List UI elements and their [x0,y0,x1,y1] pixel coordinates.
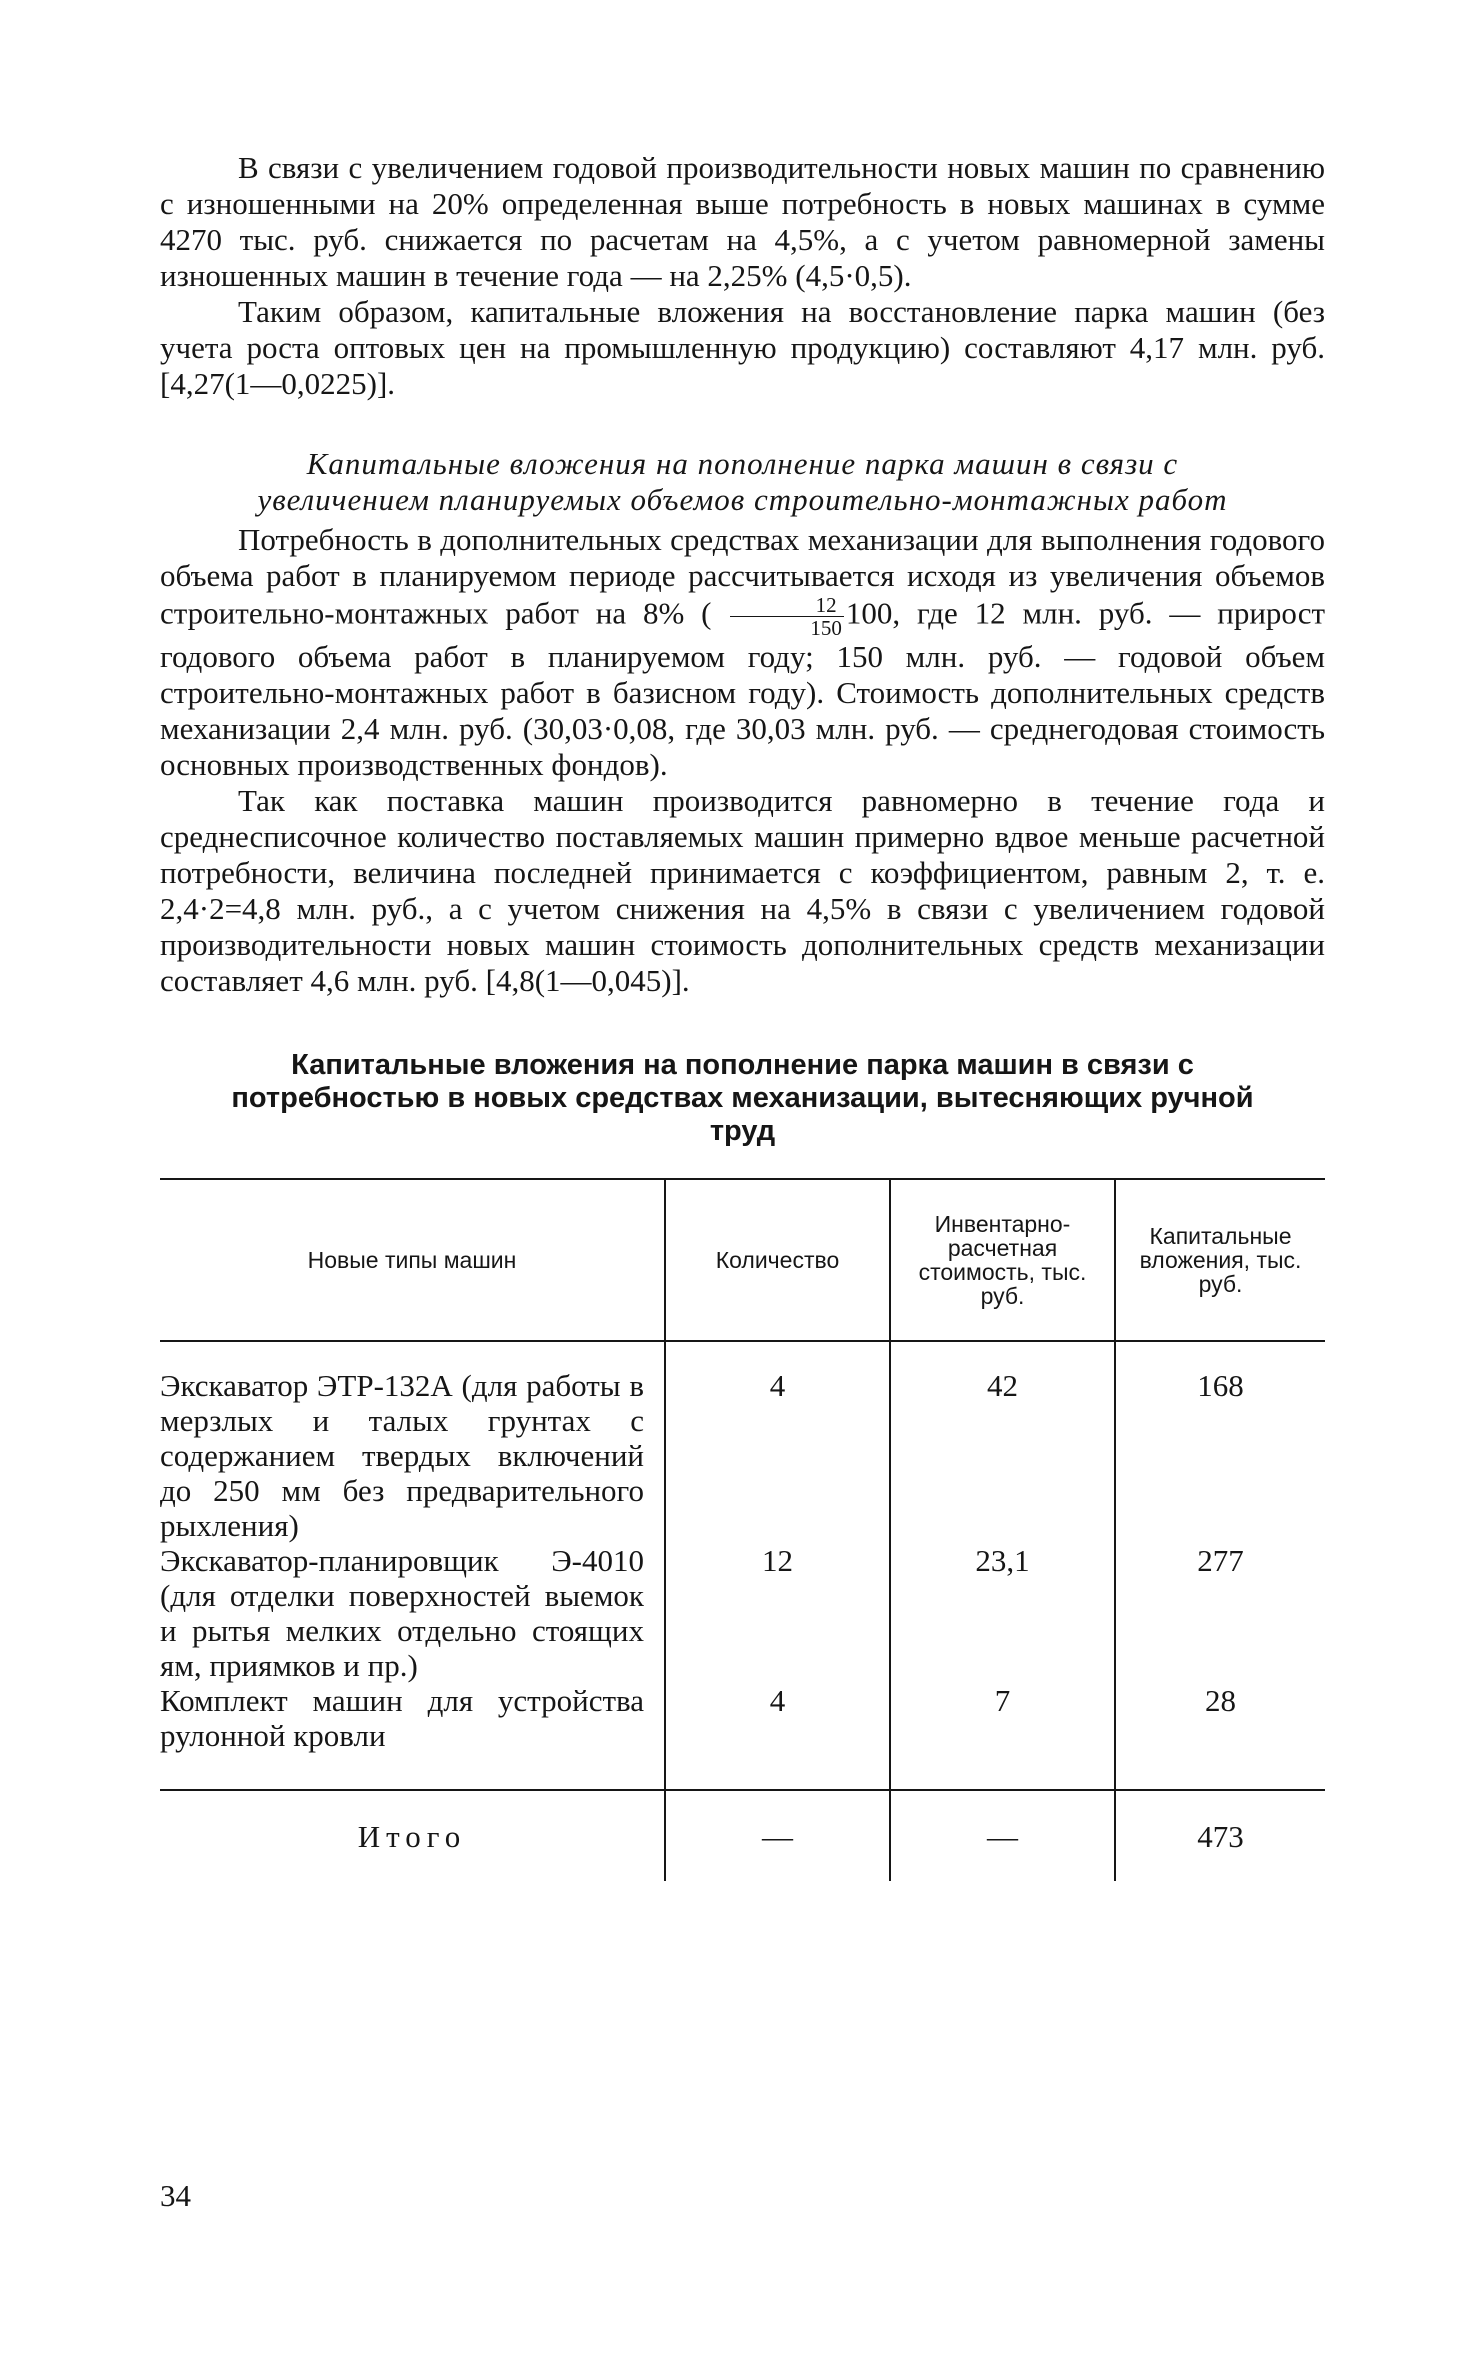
paragraph-4: Так как поставка машин производится равномерно в течение года и среднесписочное количество поставляемых машин примерно вдвое меньше расчетной потребности, величина последней принимается с коэффициентом, равным 2, т. е. 2,4·2=4,8 млн. руб., а с учетом снижения на 4,5% в связи с увеличением годовой производительности новых машин стоимость дополнительных средств механизации составляет 4,6 млн. руб. [4,8(1—0,045)]. [160,783,1325,998]
row-investment: 28 [1115,1683,1325,1753]
row-quantity: 4 [665,1341,890,1543]
table-row [160,1341,1325,1543]
row-quantity: 4 [665,1683,890,1753]
machines-table [160,1178,1325,1881]
paragraph-1: В связи с увеличением годовой производительности новых машин по сравнению с изношенными на 20% определенная выше потребность в новых машинах в сумме 4270 тыс. руб. снижается по расчетам на 4,5%, а с учетом равномерной замены изношенных машин в течение года — на 2,25% (4,5·0,5). [160,150,1325,293]
row-investment: 168 [1115,1341,1325,1543]
fraction-numerator: 12 [730,594,844,617]
table-row [160,1543,1325,1683]
header-investment: Капитальные вложения, тыс. руб. [1115,1179,1325,1341]
page-number: 34 [160,2178,191,2213]
header-machine-type: Новые типы машин [160,1179,665,1341]
total-cost: — [890,1790,1115,1881]
page-body [160,150,1325,1881]
total-investment: 473 [1115,1790,1325,1881]
table-row [160,1683,1325,1753]
row-machine-name: Комплект машин для устройства рулонной кровли [160,1683,644,1753]
fraction-denominator: 150 [810,616,842,640]
row-machine-name: Экскаватор-планировщик Э-4010 (для отделки поверхностей выемок и рытья мелких отдельно стоящих ям, приямков и пр.) [160,1543,644,1683]
row-cost: 42 [890,1341,1115,1543]
fraction [730,594,844,639]
total-label: Итого [160,1790,665,1881]
table-header-row [160,1179,1325,1341]
total-quantity: — [665,1790,890,1881]
paragraph-3-start: Потребность в дополнительных средствах механизации для выполнения годового объема работ в планируемом периоде рассчитывается исходя из увеличения объемов строительно-монтажных работ на 8% ( [160,522,1325,631]
paragraph-3-end: 100, где 12 млн. руб. — прирост годового объема работ в планируемом году; 150 млн. руб. — годовой объем строительно-монтажных работ в базисном году). Стоимость дополнительных средств механизации 2,4 млн. руб. (30,03·0,08, где 30,03 млн. руб. — среднегодовая стоимость основных производственных фондов). [160,595,1326,782]
header-cost: Инвентарно-расчетная стоимость, тыс. руб. [890,1179,1115,1341]
row-machine-name: Экскаватор ЭТР-132А (для работы в мерзлых и талых грунтах с содержанием твердых включений до 250 мм без предварительного рыхления) [160,1368,644,1543]
paragraph-2: Таким образом, капитальные вложения на восстановление парка машин (без учета роста оптовых цен на промышленную продукцию) составляют 4,17 млн. руб. [4,27(1—0,0225)]. [160,294,1325,401]
row-cost: 7 [890,1683,1115,1753]
section-subheading: Капитальные вложения на пополнение парка машин в связи с увеличением планируемых объемов строительно-монтажных работ [257,446,1228,517]
paragraph-3 [160,522,1325,783]
row-cost: 23,1 [890,1543,1115,1683]
table-total-row [160,1790,1325,1881]
row-investment: 277 [1115,1543,1325,1683]
row-quantity: 12 [665,1543,890,1683]
table-title: Капитальные вложения на пополнение парка машин в связи с потребностью в новых средствах механизации, вытесняющих ручной труд [231,1049,1254,1147]
header-quantity: Количество [665,1179,890,1341]
table-spacer-row [160,1753,1325,1790]
